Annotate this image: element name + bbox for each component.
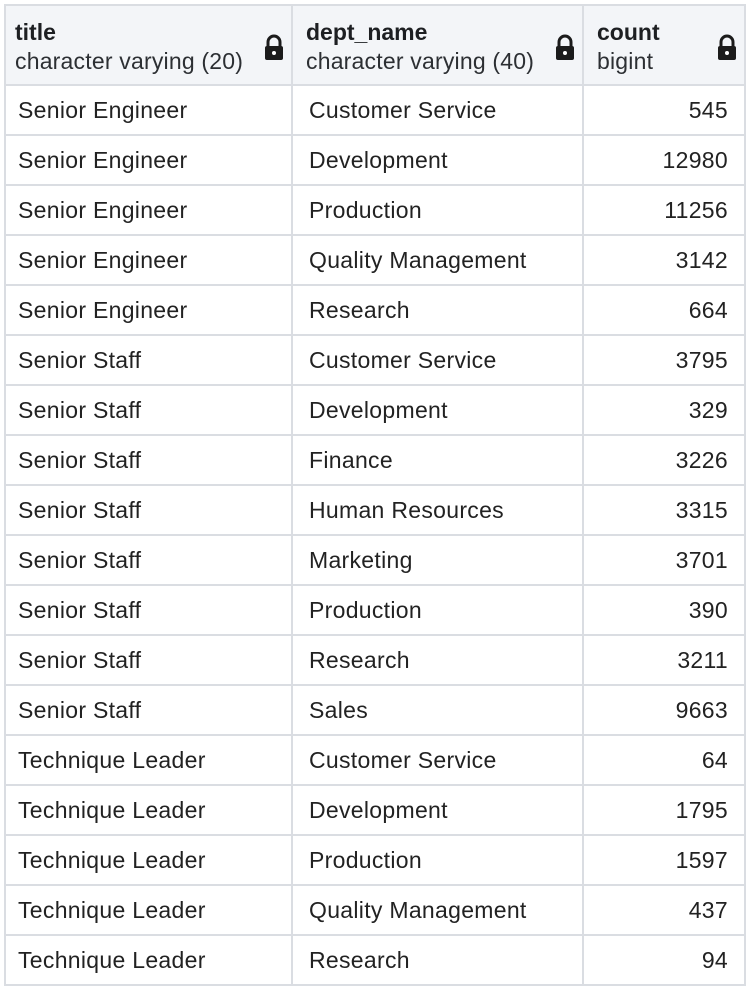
cell-count[interactable]: 1795 [584, 786, 746, 834]
cell-dept-name[interactable]: Research [293, 286, 584, 334]
cell-title[interactable]: Senior Engineer [6, 136, 293, 184]
cell-title[interactable]: Technique Leader [6, 836, 293, 884]
cell-dept-name[interactable]: Human Resources [293, 486, 584, 534]
cell-dept-name[interactable]: Quality Management [293, 236, 584, 284]
table-row[interactable] [6, 686, 746, 736]
cell-dept-name[interactable]: Customer Service [293, 336, 584, 384]
cell-title[interactable]: Senior Staff [6, 436, 293, 484]
column-name: count [597, 19, 660, 45]
cell-title[interactable]: Senior Engineer [6, 186, 293, 234]
cell-count[interactable]: 664 [584, 286, 746, 334]
cell-title[interactable]: Senior Engineer [6, 236, 293, 284]
cell-dept-name[interactable]: Research [293, 636, 584, 684]
column-type: character varying (20) [15, 48, 244, 74]
cell-title[interactable]: Senior Engineer [6, 286, 293, 334]
cell-count[interactable]: 12980 [584, 136, 746, 184]
table-row[interactable] [6, 636, 746, 686]
cell-count[interactable]: 3211 [584, 636, 746, 684]
cell-dept-name[interactable]: Marketing [293, 536, 584, 584]
result-grid [4, 4, 746, 986]
table-row[interactable] [6, 586, 746, 636]
header-row [6, 4, 746, 86]
cell-dept-name[interactable]: Quality Management [293, 886, 584, 934]
column-header-count[interactable] [584, 6, 746, 84]
cell-count[interactable]: 3315 [584, 486, 746, 534]
cell-count[interactable]: 11256 [584, 186, 746, 234]
cell-dept-name[interactable]: Development [293, 386, 584, 434]
table-row[interactable] [6, 336, 746, 386]
lock-icon [263, 34, 285, 62]
table-row[interactable] [6, 836, 746, 886]
cell-title[interactable]: Technique Leader [6, 736, 293, 784]
table-row[interactable] [6, 86, 746, 136]
column-name: title [15, 19, 56, 45]
cell-title[interactable]: Technique Leader [6, 886, 293, 934]
cell-dept-name[interactable]: Production [293, 586, 584, 634]
cell-dept-name[interactable]: Production [293, 186, 584, 234]
cell-count[interactable]: 437 [584, 886, 746, 934]
cell-title[interactable]: Senior Staff [6, 486, 293, 534]
cell-count[interactable]: 1597 [584, 836, 746, 884]
table-row[interactable] [6, 486, 746, 536]
table-row[interactable] [6, 136, 746, 186]
cell-count[interactable]: 3701 [584, 536, 746, 584]
column-header-dept-name[interactable] [293, 6, 584, 84]
column-type: bigint [597, 48, 654, 74]
table-row[interactable] [6, 436, 746, 486]
cell-dept-name[interactable]: Finance [293, 436, 584, 484]
cell-count[interactable]: 3226 [584, 436, 746, 484]
cell-count[interactable]: 64 [584, 736, 746, 784]
cell-title[interactable]: Senior Staff [6, 386, 293, 434]
cell-dept-name[interactable]: Development [293, 136, 584, 184]
cell-title[interactable]: Senior Staff [6, 586, 293, 634]
cell-title[interactable]: Senior Staff [6, 536, 293, 584]
column-header-title[interactable] [6, 6, 293, 84]
cell-dept-name[interactable]: Research [293, 936, 584, 984]
table-row[interactable] [6, 536, 746, 586]
cell-dept-name[interactable]: Development [293, 786, 584, 834]
cell-dept-name[interactable]: Sales [293, 686, 584, 734]
table-row[interactable] [6, 886, 746, 936]
cell-title[interactable]: Technique Leader [6, 786, 293, 834]
table-row[interactable] [6, 386, 746, 436]
cell-count[interactable]: 545 [584, 86, 746, 134]
cell-title[interactable]: Senior Staff [6, 636, 293, 684]
column-type: character varying (40) [306, 48, 535, 74]
table-row[interactable] [6, 936, 746, 986]
cell-title[interactable]: Technique Leader [6, 936, 293, 984]
cell-dept-name[interactable]: Customer Service [293, 86, 584, 134]
cell-title[interactable]: Senior Engineer [6, 86, 293, 134]
cell-title[interactable]: Senior Staff [6, 336, 293, 384]
table-row[interactable] [6, 186, 746, 236]
table-row[interactable] [6, 736, 746, 786]
cell-count[interactable]: 3795 [584, 336, 746, 384]
table-row[interactable] [6, 786, 746, 836]
lock-icon [716, 34, 738, 62]
cell-count[interactable]: 94 [584, 936, 746, 984]
table-row[interactable] [6, 286, 746, 336]
lock-icon [554, 34, 576, 62]
cell-dept-name[interactable]: Customer Service [293, 736, 584, 784]
column-name: dept_name [306, 19, 428, 45]
cell-title[interactable]: Senior Staff [6, 686, 293, 734]
cell-dept-name[interactable]: Production [293, 836, 584, 884]
cell-count[interactable]: 3142 [584, 236, 746, 284]
cell-count[interactable]: 9663 [584, 686, 746, 734]
cell-count[interactable]: 329 [584, 386, 746, 434]
cell-count[interactable]: 390 [584, 586, 746, 634]
table-row[interactable] [6, 236, 746, 286]
